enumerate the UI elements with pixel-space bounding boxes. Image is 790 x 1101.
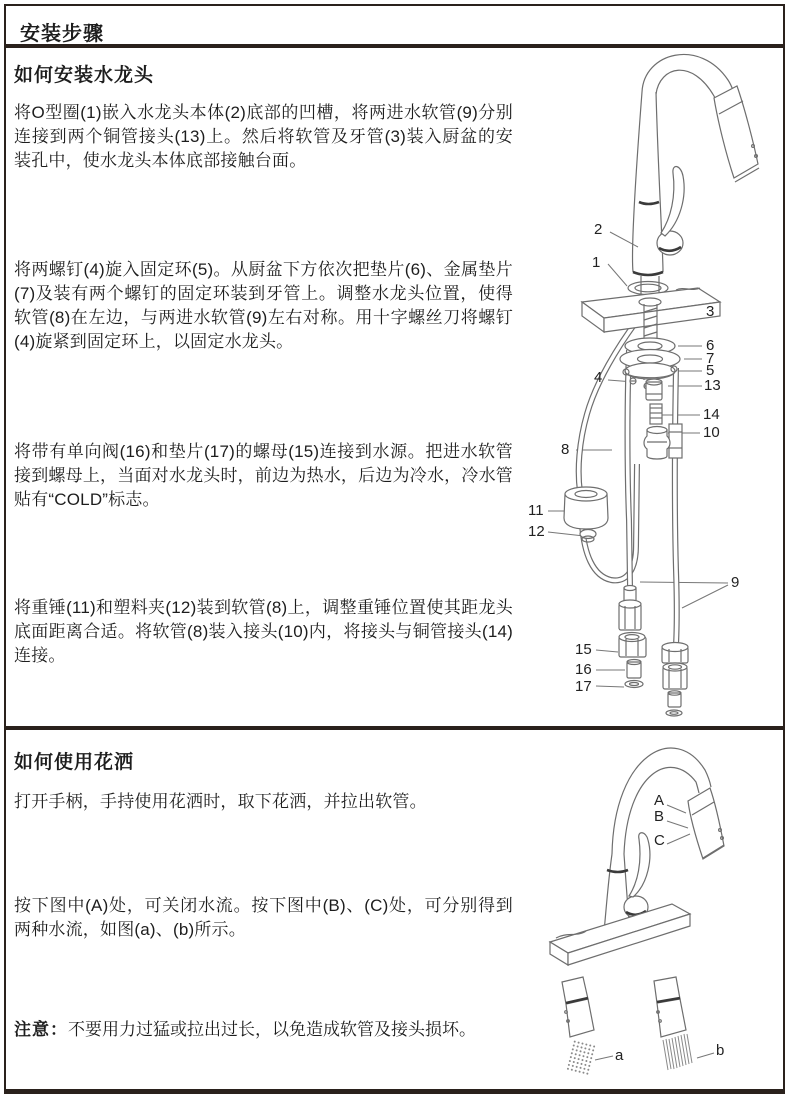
faucet-body <box>633 54 736 275</box>
part-label-13: 13 <box>704 377 721 394</box>
part-label-3: 3 <box>706 303 715 320</box>
section2-title: 如何使用花洒 <box>14 752 135 773</box>
spray-nozzle-a <box>562 977 595 1075</box>
deck-plate <box>550 904 690 965</box>
page-header <box>4 4 785 46</box>
part-label-1: 1 <box>592 254 601 271</box>
callout-label-A: A <box>654 792 665 809</box>
spray-dots <box>567 1040 596 1074</box>
caution-note <box>14 1018 513 1042</box>
caution-text: 不要用力过猛或拉出过长，以免造成软管及接头损坏。 <box>68 1020 476 1039</box>
faucet-handle <box>624 833 650 918</box>
sprayer-paragraph-1: 打开手柄，手持使用花洒时，取下花洒，并拉出软管。 <box>14 792 427 811</box>
callout-label-a: a <box>615 1047 624 1064</box>
sprayer-head <box>688 788 724 859</box>
washer-17 <box>625 681 643 688</box>
part-label-11: 11 <box>528 502 544 519</box>
part-label-10: 10 <box>703 424 720 441</box>
hose-end-left <box>619 586 641 631</box>
quick-connector-10 <box>644 427 670 460</box>
sprayer-head <box>714 86 759 182</box>
callout-label-b: b <box>716 1042 725 1059</box>
sprayer-paragraph-2: 按下图中(A)处，可关闭水流。按下图中(B)、(C)处，可分别得到两种水流，如图(a)、(b)所示。 <box>14 896 513 939</box>
part-label-2: 2 <box>594 221 603 238</box>
mounting-ring-5 <box>623 363 677 379</box>
part-label-4: 4 <box>594 369 603 386</box>
supply-hose-right <box>669 368 682 645</box>
faucet-exploded-diagram <box>520 50 786 726</box>
part-label-15: 15 <box>575 641 592 658</box>
hose-end-right <box>662 643 688 664</box>
install-paragraph-2: 将两螺钉(4)旋入固定环(5)。从厨盆下方依次把垫片(6)、金属垫片(7)及装有两个螺钉的固定环装到牙管上。调整水龙头位置，使得软管(8)在左边，与两进水软管(9)左右对称。用十字螺丝刀将螺钉(4)旋紧到固定环上，以固定水龙头。 <box>14 260 513 351</box>
spray-nozzle-b <box>654 977 692 1070</box>
part-label-8: 8 <box>561 441 570 458</box>
brass-connector-13 <box>646 379 662 400</box>
part-label-5: 5 <box>706 362 715 379</box>
part-label-16: 16 <box>575 661 592 678</box>
brass-connector-14 <box>650 404 662 424</box>
part-label-7: 7 <box>706 350 715 367</box>
check-valve-16 <box>627 660 641 679</box>
callout-label-B: B <box>654 808 665 825</box>
part-label-14: 14 <box>703 406 720 423</box>
weight-11 <box>564 487 608 529</box>
sprayer-usage-diagram <box>520 732 786 1094</box>
part-label-17: 17 <box>575 678 592 695</box>
supply-hose-left <box>628 350 631 586</box>
caution-label: 注意： <box>14 1020 68 1039</box>
install-paragraph-3: 将带有单向阀(16)和垫片(17)的螺母(15)连接到水源。把进水软管接到螺母上，当面对水龙头时，前边为热水，后边为冷水，冷水管贴有“COLD”标志。 <box>14 442 513 509</box>
nut-15 <box>619 633 646 658</box>
plastic-clip-12 <box>580 530 596 543</box>
washer-right <box>666 710 682 716</box>
callout-label-C: C <box>654 832 665 849</box>
part-label-9: 9 <box>731 574 740 591</box>
nut-right <box>663 663 687 689</box>
spray-lines <box>663 1034 692 1070</box>
check-valve-right <box>668 691 681 707</box>
part-label-12: 12 <box>528 523 545 540</box>
page-title: 安装步骤 <box>20 23 104 45</box>
install-paragraph-4: 将重锤(11)和塑料夹(12)装到软管(8)上，调整重锤位置使其距龙头底面距离合适。将软管(8)装入接头(10)内，将接头与铜管接头(14)连接。 <box>14 598 513 665</box>
part-label-6: 6 <box>706 337 715 354</box>
install-paragraph-1: 将O型圈(1)嵌入水龙头本体(2)底部的凹槽，将两进水软管(9)分别连接到两个铜管接头(13)上。然后将软管及牙管(3)装入厨盆的安装孔中，使水龙头本体底部接触台面。 <box>14 103 513 170</box>
section1-title: 如何安装水龙头 <box>14 65 155 86</box>
